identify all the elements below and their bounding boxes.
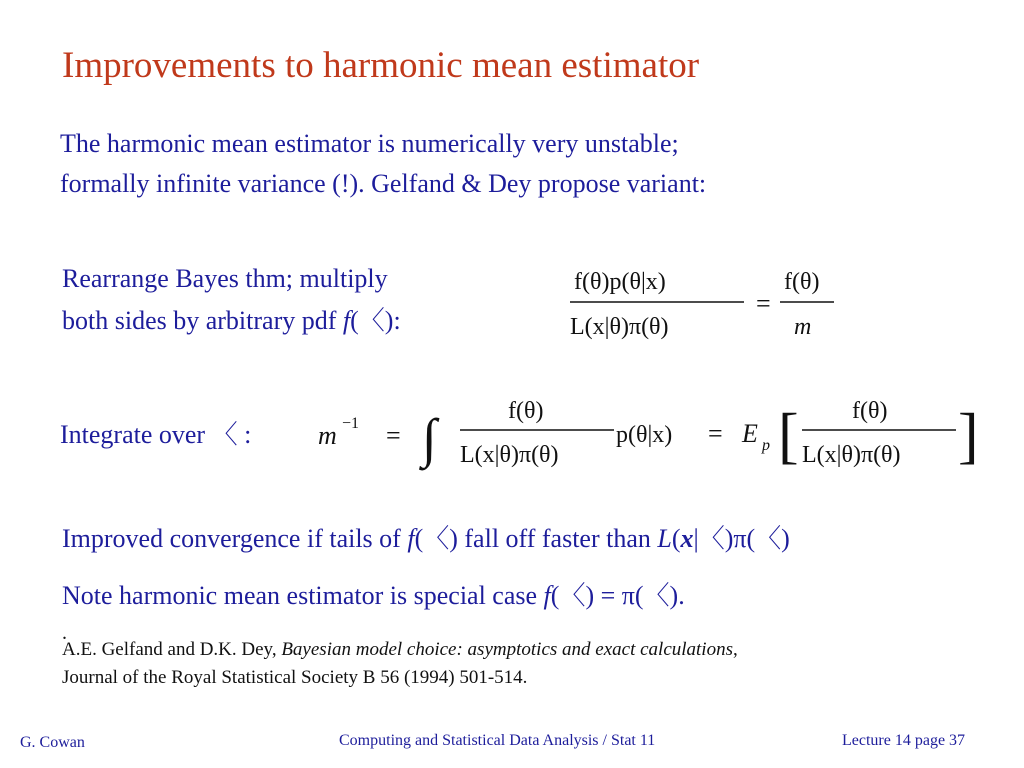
reference-comma: ,: [732, 639, 738, 660]
eq2-equals-2: =: [708, 419, 723, 448]
improved-convergence-text: [62, 518, 790, 555]
intro-paragraph: [60, 124, 960, 204]
reference-title: Bayesian model choice: asymptotics and exact calculations: [281, 639, 733, 660]
note-f: f: [543, 581, 551, 610]
eq2-denominator-2: L(x|θ)π(θ): [802, 442, 901, 468]
note-rest: (〈) = π(〈).: [550, 581, 685, 610]
integrated-equation: [316, 392, 988, 476]
eq2-subscript: p: [762, 437, 770, 454]
improved-prefix: Improved convergence if tails of: [62, 524, 408, 553]
eq2-right-bracket: ]: [958, 402, 979, 470]
integrate-text: Integrate over 〈 :: [60, 420, 252, 449]
intro-line-1: The harmonic mean estimator is numerically very unstable;: [60, 129, 679, 158]
eq2-numerator-2: f(θ): [852, 398, 888, 424]
rearrange-line-2-rest: (〈):: [350, 306, 401, 335]
reference-citation: [62, 636, 738, 692]
improved-end: |〈)π(〈): [693, 524, 790, 553]
eq2-exponent: −1: [342, 415, 360, 432]
eq2-posterior: p(θ|x): [616, 422, 673, 448]
footer-author: G. Cowan: [20, 734, 85, 751]
eq2-expectation: E: [742, 419, 758, 448]
intro-line-2: formally infinite variance (!). Gelfand & Dey propose variant:: [60, 169, 707, 198]
eq1-rhs-denominator: m: [794, 314, 812, 340]
eq2-integral: ∫: [422, 408, 437, 468]
rearrange-line-1: Rearrange Bayes thm; multiply: [62, 264, 388, 293]
reference-authors: A.E. Gelfand and D.K. Dey,: [62, 639, 282, 660]
eq2-equals: =: [386, 421, 401, 450]
rearrange-line-2-prefix: both sides by arbitrary pdf: [62, 306, 343, 335]
eq2-numerator: f(θ): [508, 398, 544, 424]
rearrange-line-2: [62, 300, 401, 342]
eq2-denominator: L(x|θ)π(θ): [460, 442, 559, 468]
eq1-denominator: L(x|θ)π(θ): [570, 314, 669, 340]
eq1-numerator: f(θ)p(θ|x): [574, 269, 666, 295]
eq2-m: m: [318, 421, 337, 450]
note-prefix: Note harmonic mean estimator is special case: [62, 581, 544, 610]
slide-title: Improvements to harmonic mean estimator: [62, 45, 700, 86]
eq1-equals: =: [756, 289, 771, 318]
eq1-rhs-numerator: f(θ): [784, 269, 820, 295]
improved-mid: (〈) fall off faster than: [414, 524, 658, 553]
footer-course: Computing and Statistical Data Analysis / Stat 11: [339, 732, 656, 749]
improved-paren: (: [671, 524, 681, 553]
rearrange-f: f: [342, 306, 351, 335]
eq2-left-bracket: [: [778, 402, 799, 470]
improved-f: f: [407, 524, 415, 553]
reference-line-1: [62, 636, 738, 664]
special-case-note: [62, 575, 685, 612]
reference-line-2: Journal of the Royal Statistical Society B 56 (1994) 501-514.: [62, 667, 528, 688]
rearrange-text: [62, 258, 401, 342]
bayes-rearranged-equation: [566, 262, 846, 348]
improved-x: x: [680, 524, 694, 553]
footer-page: Lecture 14 page 37: [842, 732, 966, 749]
note-dot: .: [62, 622, 67, 644]
improved-L: L: [657, 524, 672, 553]
